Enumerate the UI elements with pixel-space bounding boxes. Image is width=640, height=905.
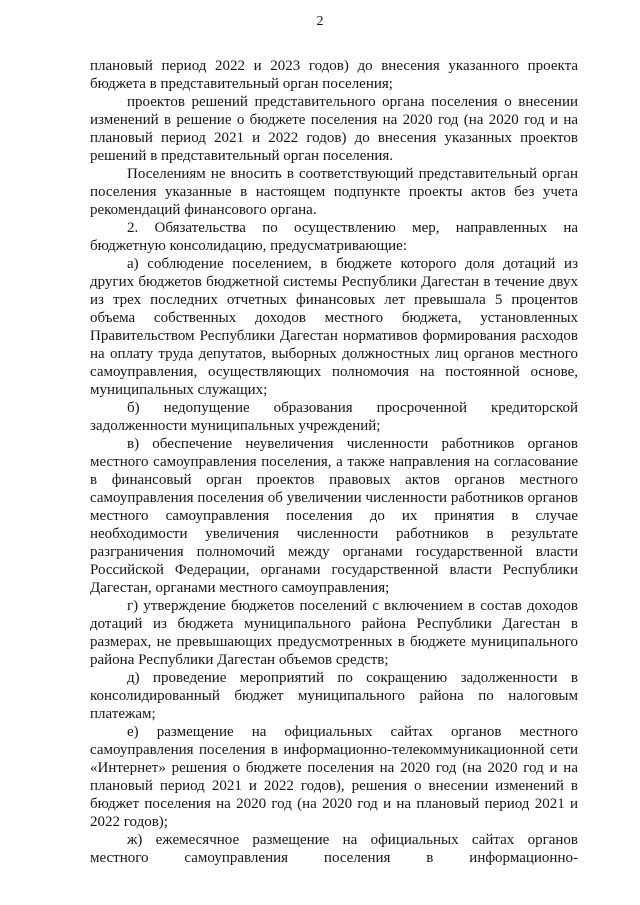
text-line: 2022 годов); xyxy=(90,814,168,830)
text-line: консолидированный бюджет муниципального района по налоговым xyxy=(90,688,578,704)
paragraph xyxy=(90,669,578,723)
text-line: других бюджетов бюджетной системы Республики Дагестан в течение двух xyxy=(90,274,578,290)
text-line: объема собственных доходов местного бюджета, установленных xyxy=(90,310,578,326)
paragraph xyxy=(90,723,578,831)
text-line: платежам; xyxy=(90,706,156,722)
text-line: Правительством Республики Дагестан нормативов формирования расходов xyxy=(90,328,578,344)
text-line: бюджета в представительный орган поселения; xyxy=(90,76,393,92)
text-line: изменений в решение о бюджете поселения на 2020 год (на 2020 год и на xyxy=(90,112,578,128)
text-line: местного самоуправления поселения до их принятия в случае xyxy=(90,508,578,524)
text-line: разграничения полномочий между органами государственной власти xyxy=(90,544,578,560)
text-line: местного самоуправления поселения, а также направления на согласование xyxy=(90,454,578,470)
text-line: плановый период 2021 и 2022 годов), решения о внесении изменений в xyxy=(90,778,578,794)
text-line: дотаций из бюджета муниципального района Республики Дагестан в xyxy=(90,616,578,632)
text-line: бюджетную консолидацию, предусматривающие: xyxy=(90,238,407,254)
text-line: рекомендаций финансового органа. xyxy=(90,202,317,218)
text-line: плановый период 2022 и 2023 годов) до внесения указанного проекта xyxy=(90,58,578,74)
text-line: в) обеспечение неувеличения численности работников органов xyxy=(127,436,578,452)
text-line: муниципальных служащих; xyxy=(90,382,268,398)
text-line: д) проведение мероприятий по сокращению задолженности в xyxy=(127,670,578,686)
text-line: бюджет поселения на 2020 год (на 2020 год и на плановый период 2021 и xyxy=(90,796,578,812)
text-line: самоуправления поселения в информационно-телекоммуникационной сети xyxy=(90,742,578,758)
paragraph xyxy=(90,165,578,219)
paragraph xyxy=(90,831,578,867)
text-line: г) утверждение бюджетов поселений с включением в состав доходов xyxy=(127,598,578,614)
paragraph xyxy=(90,435,578,597)
text-line: Поселениям не вносить в соответствующий представительный орган xyxy=(127,166,578,182)
text-line: самоуправления, осуществляющих полномочия на постоянной основе, xyxy=(90,364,578,380)
paragraph-continued xyxy=(90,57,578,93)
paragraph xyxy=(90,255,578,399)
text-line: проектов решений представительного органа поселения о внесении xyxy=(127,94,578,110)
paragraph xyxy=(90,399,578,435)
text-line: размерах, не превышающих предусмотренных в бюджете муниципального xyxy=(90,634,578,650)
paragraph xyxy=(90,597,578,669)
text-line: «Интернет» решения о бюджете поселения на 2020 год (на 2020 год и на xyxy=(90,760,578,776)
text-line: необходимости увеличения численности работников в результате xyxy=(90,526,578,542)
paragraph xyxy=(90,219,578,255)
text-line: плановый период 2021 и 2022 годов) до внесения указанных проектов xyxy=(90,130,578,146)
text-line: поселения указанные в настоящем подпункте проекты актов без учета xyxy=(90,184,578,200)
page-number: 2 xyxy=(316,14,324,29)
text-line: задолженности муниципальных учреждений; xyxy=(90,418,381,434)
paragraph xyxy=(90,93,578,165)
text-line: 2. Обязательства по осуществлению мер, направленных на xyxy=(127,220,578,236)
text-line: в финансовый орган проектов правовых актов органов местного xyxy=(90,472,578,488)
text-line: самоуправления поселения об увеличении численности работников органов xyxy=(90,490,578,506)
text-line: Дагестан, органами местного самоуправления; xyxy=(90,580,390,596)
text-line: района Республики Дагестан объемов средств; xyxy=(90,652,389,668)
text-line: местного самоуправления поселения в информационно- xyxy=(90,850,578,866)
text-line: е) размещение на официальных сайтах органов местного xyxy=(127,724,578,740)
document-body xyxy=(90,57,578,867)
text-line: Российской Федерации, органами государственной власти Республики xyxy=(90,562,578,578)
text-line: решений в представительный орган поселения. xyxy=(90,148,394,164)
text-line: ж) ежемесячное размещение на официальных сайтах органов xyxy=(127,832,578,848)
text-line: из трех последних отчетных финансовых лет превышала 5 процентов xyxy=(90,292,578,308)
text-line: б) недопущение образования просроченной кредиторской xyxy=(127,400,578,416)
text-line: а) соблюдение поселением, в бюджете которого доля дотаций из xyxy=(127,256,578,272)
text-line: на оплату труда депутатов, выборных должностных лиц органов местного xyxy=(90,346,578,362)
